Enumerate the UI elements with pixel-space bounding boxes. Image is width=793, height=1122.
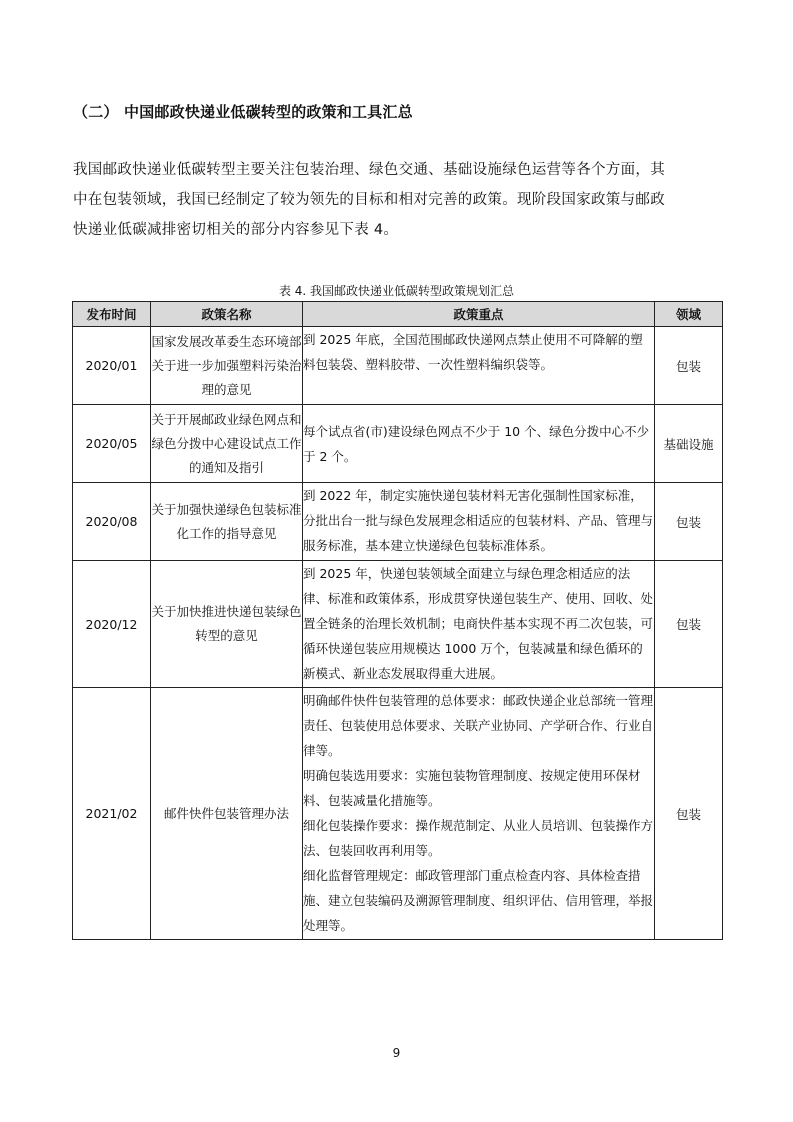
focus-text: 到 2022 年，制定实施快递包装材料无害化强制性国家标准，分批出台一批与绿色发展理念相适应的包装材料、产品、管理与服务标准，基本建立快递绿色包装标准体系。 xyxy=(303,488,654,553)
cell-policy-focus xyxy=(303,688,655,940)
cell-policy-name: 关于加强快递绿色包装标准化工作的指导意见 xyxy=(151,483,303,561)
intro-line: 中在包装领域，我国已经制定了较为领先的目标和相对完善的政策。现阶段国家政策与邮政 xyxy=(73,192,665,208)
cell-date: 2020/01 xyxy=(73,327,151,405)
focus-text: 每个试点省(市)建设绿色网点不少于 10 个、绿色分拨中心不少于 2 个。 xyxy=(303,423,650,464)
cell-policy-name: 邮件快件包装管理办法 xyxy=(151,688,303,940)
table-row xyxy=(73,483,723,561)
intro-line: 我国邮政快递业低碳转型主要关注包装治理、绿色交通、基础设施绿色运营等各个方面，其 xyxy=(73,162,665,178)
table-row xyxy=(73,688,723,940)
cell-date: 2020/05 xyxy=(73,405,151,483)
focus-text: 明确邮件快件包装管理的总体要求：邮政快递企业总部统一管理责任、包装使用总体要求、关联产业协同、产学研合作、行业自律等。 xyxy=(303,693,654,758)
section-heading: （二） 中国邮政快递业低碳转型的政策和工具汇总 xyxy=(73,103,413,121)
header-domain: 领域 xyxy=(655,302,723,327)
focus-text: 到 2025 年，快递包装领域全面建立与绿色理念相适应的法律、标准和政策体系，形成贯穿快递包装生产、使用、回收、处置全链条的治理长效机制；电商快件基本实现不再二次包装，可循环快递包装应用规模达 1000 万个，包装减量和绿色循环的新模式、新业态发展取得重大进展。 xyxy=(303,566,654,681)
focus-text: 到 2025 年底，全国范围邮政快递网点禁止使用不可降解的塑料包装袋、塑料胶带、一次性塑料编织袋等。 xyxy=(303,332,643,372)
cell-domain: 基础设施 xyxy=(655,405,723,483)
header-policy-focus: 政策重点 xyxy=(303,302,655,327)
cell-policy-name: 关于开展邮政业绿色网点和绿色分拨中心建设试点工作的通知及指引 xyxy=(151,405,303,483)
cell-domain: 包装 xyxy=(655,688,723,940)
page-number: 9 xyxy=(392,1046,401,1060)
header-date: 发布时间 xyxy=(73,302,151,327)
cell-policy-focus xyxy=(303,483,655,561)
focus-text: 细化监督管理规定：邮政管理部门重点检查内容、具体检查措施、建立包装编码及溯源管理制度、组织评估、信用管理，举报处理等。 xyxy=(303,868,654,933)
table-row xyxy=(73,405,723,483)
policy-table xyxy=(72,301,723,940)
table-caption: 表 4. 我国邮政快递业低碳转型政策规划汇总 xyxy=(278,284,515,298)
header-policy-name: 政策名称 xyxy=(151,302,303,327)
cell-domain: 包装 xyxy=(655,561,723,688)
cell-policy-name: 关于加快推进快递包装绿色转型的意见 xyxy=(151,561,303,688)
cell-date: 2021/02 xyxy=(73,688,151,940)
table-row xyxy=(73,561,723,688)
cell-policy-focus xyxy=(303,405,655,483)
focus-text: 明确包装选用要求：实施包装物管理制度、按规定使用环保材料、包装减量化措施等。 xyxy=(303,768,641,808)
cell-date: 2020/12 xyxy=(73,561,151,688)
table-header-row xyxy=(73,302,723,327)
cell-domain: 包装 xyxy=(655,483,723,561)
intro-paragraph xyxy=(73,155,723,245)
focus-text: 细化包装操作要求：操作规范制定、从业人员培训、包装操作方法、包装回收再利用等。 xyxy=(303,818,654,858)
cell-policy-focus xyxy=(303,327,655,405)
cell-policy-name: 国家发展改革委生态环境部关于进一步加强塑料污染治理的意见 xyxy=(151,327,303,405)
cell-policy-focus xyxy=(303,561,655,688)
cell-date: 2020/08 xyxy=(73,483,151,561)
cell-domain: 包装 xyxy=(655,327,723,405)
table-row xyxy=(73,327,723,405)
intro-line: 快递业低碳减排密切相关的部分内容参见下表 4。 xyxy=(73,222,399,238)
